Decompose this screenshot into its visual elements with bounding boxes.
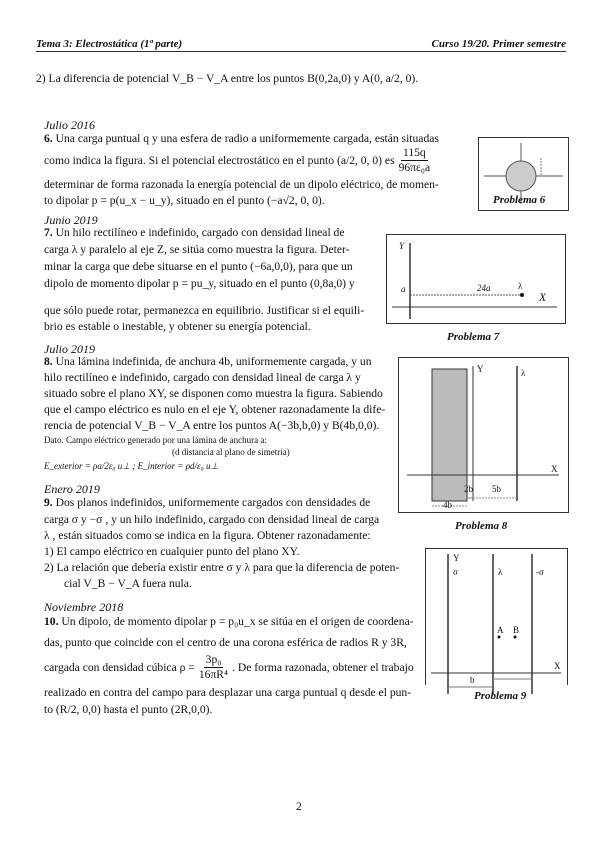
p6-caption: Problema 6 bbox=[493, 194, 546, 206]
p10-text-1: Un dipolo, de momento dipolar p = p₀u_x se sitúa en el origen de coordena- bbox=[61, 615, 414, 628]
p8-num: 8. bbox=[44, 355, 53, 368]
p10-line-3 bbox=[44, 653, 414, 682]
p7-num: 7. bbox=[44, 226, 53, 239]
p8-fig-y: Y bbox=[477, 364, 484, 374]
p9-item-2: 2) La relación que debería existir entre σ y λ para que la diferencia de poten- bbox=[44, 561, 400, 574]
p8-dato: Dato. Campo eléctrico generado por una lámina de anchura a: bbox=[44, 435, 267, 445]
p10-fraction bbox=[199, 653, 228, 682]
p9-line-1 bbox=[44, 496, 370, 510]
p8-fig-4b: 4b bbox=[443, 500, 452, 510]
header-left: Tema 3: Electrostática (1ª parte) bbox=[36, 38, 183, 50]
p8-fig-2b: 2b bbox=[464, 484, 473, 494]
p8-fig-5b: 5b bbox=[492, 484, 501, 494]
p7-text-2: carga λ y paralelo al eje Z, se sitúa como muestra la figura. Deter- bbox=[44, 243, 350, 256]
p7-text-1: Un hilo rectilíneo e indefinido, cargado con densidad lineal de bbox=[55, 226, 345, 239]
p9-item-1: 1) El campo eléctrico en cualquier punto del plano XY. bbox=[44, 545, 300, 558]
p6-frac-den: 96πε₀a bbox=[398, 161, 431, 174]
p10-text-5: to (R/2, 0,0) hasta el punto (2R,0,0). bbox=[44, 703, 213, 716]
p9-fig-sigma: σ bbox=[453, 567, 458, 577]
p6-line bbox=[44, 132, 439, 146]
p8-text-4: que el campo eléctrico es nulo en el eje Y, obtener razonadamente la dife- bbox=[44, 403, 386, 416]
p7-line-1 bbox=[44, 226, 345, 240]
p9-fig-x: X bbox=[554, 661, 561, 671]
p7-fig-dist: 24a bbox=[477, 283, 491, 293]
p8-fig-x: X bbox=[551, 464, 558, 474]
p10-text-3a: cargada con densidad cúbica ρ = bbox=[44, 660, 195, 674]
p7-fig-x: X bbox=[539, 291, 547, 304]
p7-fig-a: a bbox=[401, 284, 406, 294]
p6-line-2 bbox=[44, 146, 434, 175]
figure-problem-7 bbox=[386, 234, 566, 324]
p8-text-3: situado sobre el plano XY, se disponen como muestra la figura. Sabiendo bbox=[44, 387, 383, 400]
p9-text-2: carga σ y −σ , y un hilo indefinido, cargado con densidad lineal de carga bbox=[44, 513, 380, 526]
p9-fig-minus-sigma: -σ bbox=[536, 567, 544, 577]
p8-formula: E_exterior = ρa/2ε₀ u⊥ ; E_interior = ρd/ε₀ u⊥ bbox=[44, 461, 219, 471]
prev-item-2: 2) La diferencia de potencial V_B − V_A entre los puntos B(0,2a,0) y A(0, a/2, 0). bbox=[36, 72, 419, 85]
header-right: Curso 19/20. Primer semestre bbox=[431, 38, 566, 50]
p7-fig-lambda: λ bbox=[518, 281, 523, 291]
p10-num: 10. bbox=[44, 615, 59, 628]
p7-text-4: dipolo de momento dipolar p = pu_y, situado en el punto (0,8a,0) y bbox=[44, 277, 355, 290]
p10-frac-den: 16πR⁴ bbox=[198, 668, 229, 681]
p9-fig-b-point: B bbox=[513, 625, 520, 635]
p9-text-1: Dos planos indefinidos, uniformemente cargados con densidades de bbox=[55, 496, 371, 509]
p9-fig-b: b bbox=[470, 675, 475, 685]
p6-frac-num: 115q bbox=[402, 146, 426, 159]
p7-text-5: que sólo puede rotar, permanezca en equilibrio. Justificar si el equili- bbox=[44, 304, 365, 317]
p8-text-5: rencia de potencial V_B − V_A entre los puntos A(−3b,b,0) y B(4b,0,0). bbox=[44, 419, 380, 432]
p7-text-3: minar la carga que debe situarse en el punto (−6a,0,0), para que un bbox=[44, 260, 353, 273]
p8-text-1: Una lámina indefinida, de anchura 4b, uniformemente cargada, y un bbox=[55, 355, 372, 368]
p6-date: Julio 2016 bbox=[44, 118, 95, 132]
p8-caption: Problema 8 bbox=[455, 520, 508, 532]
figure-problem-9 bbox=[425, 548, 568, 685]
p8-line-1 bbox=[44, 355, 372, 369]
p6-num: 6. bbox=[44, 132, 53, 145]
p7-date: Junio 2019 bbox=[44, 213, 98, 227]
figure-problem-6 bbox=[478, 137, 569, 211]
p10-text-2: das, punto que coincide con el centro de una corona esférica de radios R y 3R, bbox=[44, 636, 407, 649]
p10-line-1 bbox=[44, 615, 414, 629]
p9-num: 9. bbox=[44, 496, 53, 509]
p10-frac-num: 3p₀ bbox=[205, 653, 222, 666]
p7-fig-y: Y bbox=[399, 241, 405, 251]
p9-fig-y: Y bbox=[453, 553, 460, 563]
page-number: 2 bbox=[296, 800, 302, 813]
p9-item-2b: cial V_B − V_A fuera nula. bbox=[64, 577, 192, 590]
p10-date: Noviembre 2018 bbox=[44, 600, 124, 614]
p8-dato-note: (d distancia al plano de simetría) bbox=[172, 447, 290, 457]
p9-date: Enero 2019 bbox=[44, 482, 100, 496]
p6-fraction bbox=[399, 146, 431, 175]
p9-fig-lambda: λ bbox=[498, 567, 503, 577]
p8-text-2: hilo rectilíneo e indefinido, cargado con densidad lineal de carga λ y bbox=[44, 371, 361, 384]
p8-fig-lambda: λ bbox=[521, 368, 526, 378]
p10-text-4: realizado en contra del campo para desplazar una carga puntual q desde el pun- bbox=[44, 686, 412, 699]
p10-text-3b: . De forma razonada, obtener el trabajo bbox=[232, 660, 414, 674]
p6-text-3: determinar de forma razonada la energía potencial de un dipolo eléctrico, de momen- bbox=[44, 178, 439, 191]
p7-text-6: brio es estable o inestable, y obtener su energía potencial. bbox=[44, 320, 311, 333]
p7-caption: Problema 7 bbox=[447, 331, 500, 343]
p6-text-2: como indica la figura. Si el potencial electrostático en el punto (a/2, 0, 0) es bbox=[44, 153, 395, 167]
p9-fig-a: A bbox=[497, 625, 504, 635]
p8-date: Julio 2019 bbox=[44, 342, 95, 356]
p6-text-4: to dipolar p = p(u_x − u_y), situado en el punto (−a√2, 0, 0). bbox=[44, 194, 325, 207]
p9-text-3: λ , están situados como se indica en la figura. Obtener razonadamente: bbox=[44, 529, 371, 542]
header-rule bbox=[36, 51, 566, 52]
p9-caption: Problema 9 bbox=[474, 690, 527, 702]
figure-problem-8 bbox=[398, 357, 569, 513]
p6-text: Una carga puntual q y una esfera de radio a uniformemente cargada, están situadas bbox=[55, 132, 439, 145]
